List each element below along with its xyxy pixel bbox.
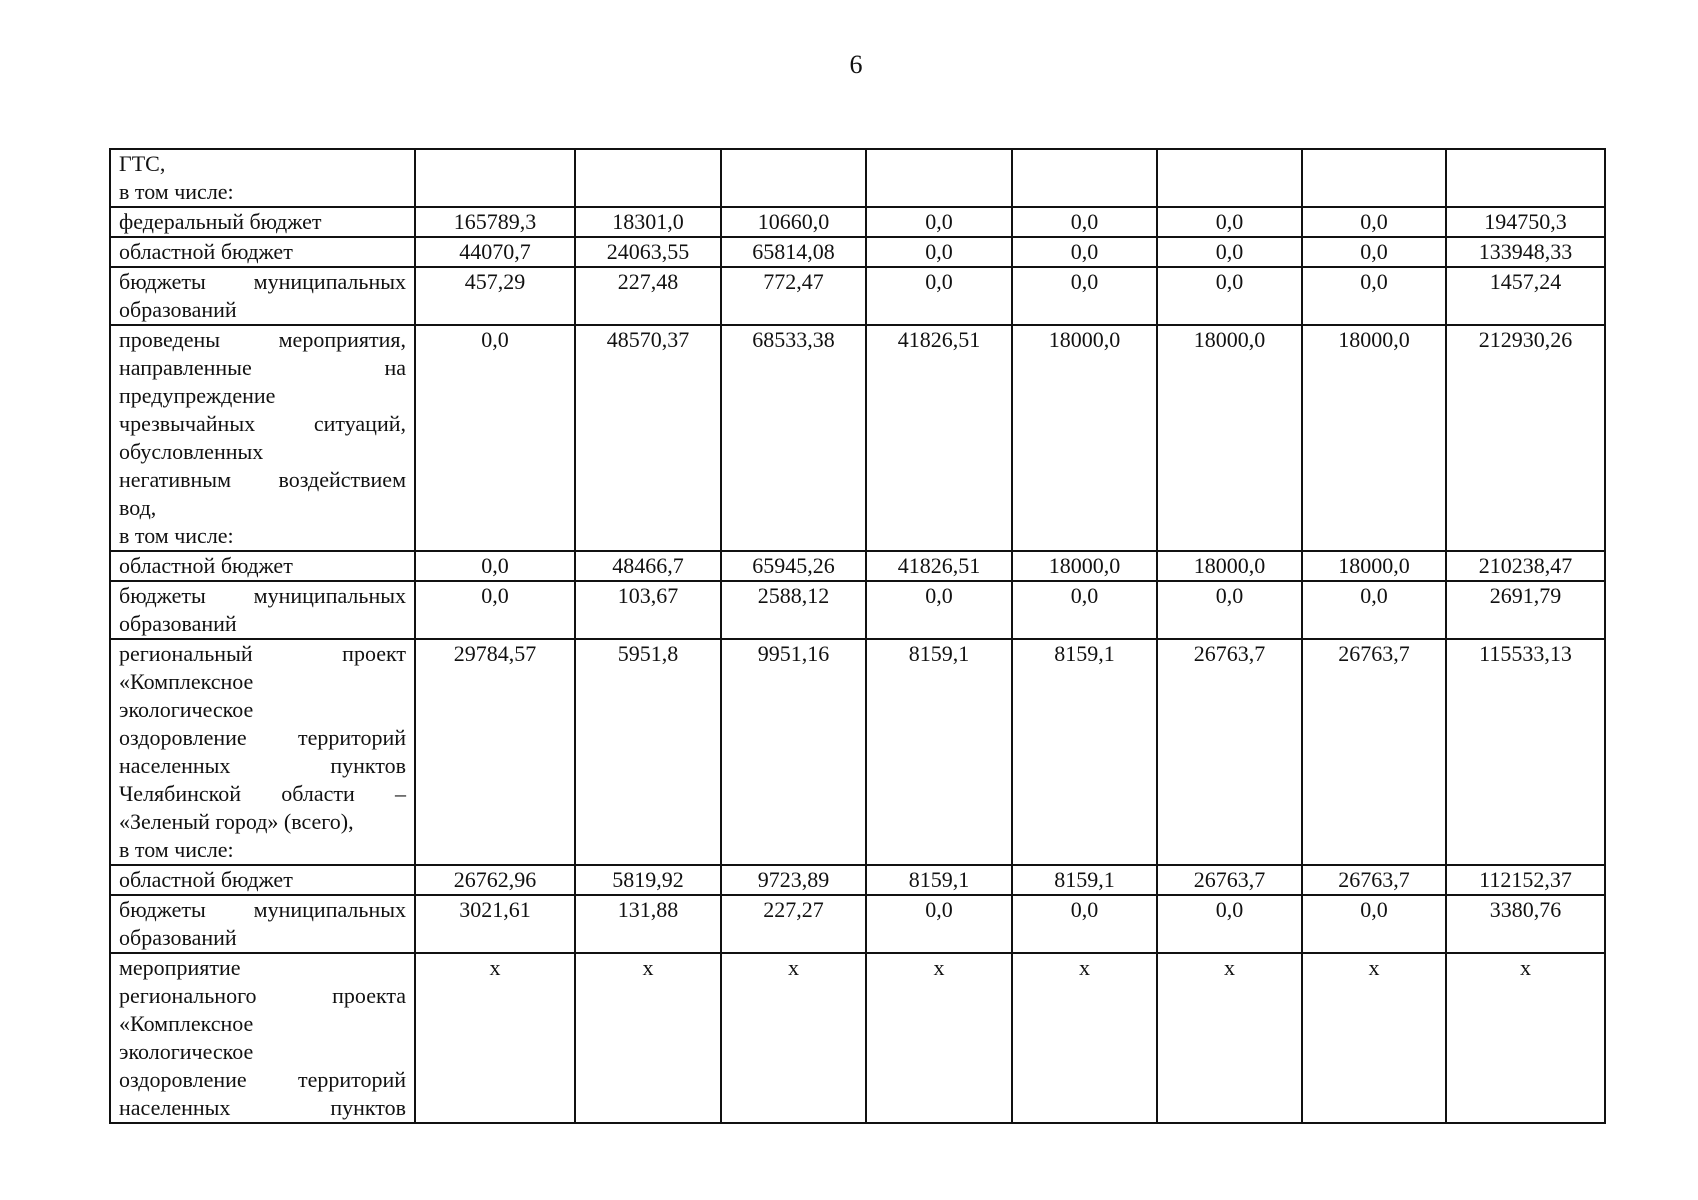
value-cell: 210238,47 [1446,551,1605,581]
value-cell: 0,0 [1012,895,1157,953]
table-row [110,207,1605,237]
value-cell: 26762,96 [415,865,575,895]
row-label-line: вод, [119,495,157,520]
row-label-line: экологическое [119,1039,254,1064]
row-label-line: образований [119,297,237,322]
value-cell: 9951,16 [721,639,866,865]
row-label-line: «Зеленый город» (всего), [119,809,354,834]
value-cell: 0,0 [866,237,1012,267]
value-cell: 44070,7 [415,237,575,267]
row-label-line: областной бюджет [119,553,293,578]
value-cell: 0,0 [415,581,575,639]
value-cell: 26763,7 [1157,639,1302,865]
row-label-line: оздоровление территорий [119,725,406,750]
row-label-line: предупреждение [119,383,276,408]
value-cell: 0,0 [1012,237,1157,267]
row-label [110,267,415,325]
row-label-line: проведены мероприятия, [119,327,406,352]
row-label [110,895,415,953]
table-row [110,953,1605,1123]
value-cell: 41826,51 [866,325,1012,551]
value-cell: 5819,92 [575,865,721,895]
row-label-line: федеральный бюджет [119,209,322,234]
value-cell: х [1012,953,1157,1123]
value-cell: 26763,7 [1302,865,1446,895]
row-label-line: мероприятие [119,955,241,980]
value-cell: 18000,0 [1302,551,1446,581]
value-cell: 18000,0 [1012,325,1157,551]
row-label [110,953,415,1123]
value-cell: 10660,0 [721,207,866,237]
value-cell: 18301,0 [575,207,721,237]
value-cell: 65945,26 [721,551,866,581]
value-cell: 8159,1 [1012,639,1157,865]
value-cell: 0,0 [866,207,1012,237]
value-cell: 18000,0 [1302,325,1446,551]
value-cell [1446,149,1605,207]
value-cell: 194750,3 [1446,207,1605,237]
value-cell: 1457,24 [1446,267,1605,325]
value-cell: 165789,3 [415,207,575,237]
value-cell [721,149,866,207]
row-label-line: региональный проект [119,641,406,666]
row-label [110,237,415,267]
value-cell: 18000,0 [1157,551,1302,581]
value-cell: 0,0 [1157,581,1302,639]
value-cell: 0,0 [1302,207,1446,237]
value-cell: 65814,08 [721,237,866,267]
table-row [110,581,1605,639]
row-label [110,639,415,865]
value-cell: 0,0 [1157,237,1302,267]
row-label-line: чрезвычайных ситуаций, [119,411,406,436]
value-cell: 212930,26 [1446,325,1605,551]
value-cell: 9723,89 [721,865,866,895]
value-cell: 29784,57 [415,639,575,865]
row-label-line: обусловленных [119,439,264,464]
row-label [110,865,415,895]
value-cell: 0,0 [1157,895,1302,953]
row-label-line: областной бюджет [119,867,293,892]
row-label-line: Челябинской области – [119,781,406,806]
value-cell: 103,67 [575,581,721,639]
row-label [110,551,415,581]
value-cell: х [1157,953,1302,1123]
value-cell: 457,29 [415,267,575,325]
value-cell [575,149,721,207]
row-label-line: негативным воздействием [119,467,406,492]
row-label-line: областной бюджет [119,239,293,264]
row-label-line: «Комплексное [119,1011,254,1036]
value-cell: х [1446,953,1605,1123]
row-label-line: образований [119,611,237,636]
table-row [110,639,1605,865]
value-cell: 227,48 [575,267,721,325]
value-cell: 8159,1 [866,865,1012,895]
value-cell: 0,0 [1012,581,1157,639]
row-label-line: ГТС, [119,151,166,176]
value-cell [1157,149,1302,207]
table-body [110,149,1605,1123]
value-cell: 0,0 [1302,581,1446,639]
row-label-line: населенных пунктов [119,753,406,778]
value-cell: х [866,953,1012,1123]
value-cell: 48466,7 [575,551,721,581]
value-cell: 3380,76 [1446,895,1605,953]
table-row [110,149,1605,207]
value-cell: 0,0 [1302,267,1446,325]
row-label [110,149,415,207]
table-row [110,267,1605,325]
value-cell: 41826,51 [866,551,1012,581]
value-cell: 24063,55 [575,237,721,267]
row-label-line: регионального проекта [119,983,406,1008]
value-cell [1012,149,1157,207]
table-row [110,237,1605,267]
value-cell: 5951,8 [575,639,721,865]
value-cell: 26763,7 [1302,639,1446,865]
value-cell: 112152,37 [1446,865,1605,895]
row-label-line: «Комплексное [119,669,254,694]
value-cell: 18000,0 [1012,551,1157,581]
value-cell: 0,0 [1302,895,1446,953]
row-label-line: бюджеты муниципальных [119,269,406,294]
value-cell: 18000,0 [1157,325,1302,551]
value-cell: 0,0 [1157,267,1302,325]
value-cell: 0,0 [866,267,1012,325]
value-cell: 0,0 [415,325,575,551]
value-cell: х [415,953,575,1123]
row-label-line: бюджеты муниципальных [119,897,406,922]
page-number: 6 [849,50,863,79]
value-cell: 133948,33 [1446,237,1605,267]
value-cell [415,149,575,207]
budget-table [109,148,1606,1124]
value-cell: 0,0 [1302,237,1446,267]
value-cell: 0,0 [866,895,1012,953]
value-cell: 3021,61 [415,895,575,953]
value-cell: 68533,38 [721,325,866,551]
row-label-line: экологическое [119,697,254,722]
row-label-line: в том числе: [119,179,234,204]
value-cell: 26763,7 [1157,865,1302,895]
row-label-line: направленные на [119,355,406,380]
value-cell: 2588,12 [721,581,866,639]
table-row [110,895,1605,953]
table-row [110,865,1605,895]
value-cell: х [575,953,721,1123]
row-label-line: в том числе: [119,523,234,548]
value-cell [866,149,1012,207]
value-cell: 8159,1 [1012,865,1157,895]
table-row [110,551,1605,581]
value-cell: 115533,13 [1446,639,1605,865]
row-label [110,325,415,551]
row-label-line: в том числе: [119,837,234,862]
value-cell [1302,149,1446,207]
row-label [110,581,415,639]
value-cell: 0,0 [1157,207,1302,237]
value-cell: х [721,953,866,1123]
value-cell: 0,0 [1012,207,1157,237]
row-label-line: бюджеты муниципальных [119,583,406,608]
row-label-line: образований [119,925,237,950]
value-cell: 227,27 [721,895,866,953]
row-label-line: оздоровление территорий [119,1067,406,1092]
value-cell: 0,0 [866,581,1012,639]
table-row [110,325,1605,551]
value-cell: 2691,79 [1446,581,1605,639]
row-label [110,207,415,237]
value-cell: 0,0 [415,551,575,581]
value-cell: 8159,1 [866,639,1012,865]
value-cell: 131,88 [575,895,721,953]
value-cell: 48570,37 [575,325,721,551]
value-cell: х [1302,953,1446,1123]
value-cell: 0,0 [1012,267,1157,325]
value-cell: 772,47 [721,267,866,325]
row-label-line: населенных пунктов [119,1095,406,1120]
